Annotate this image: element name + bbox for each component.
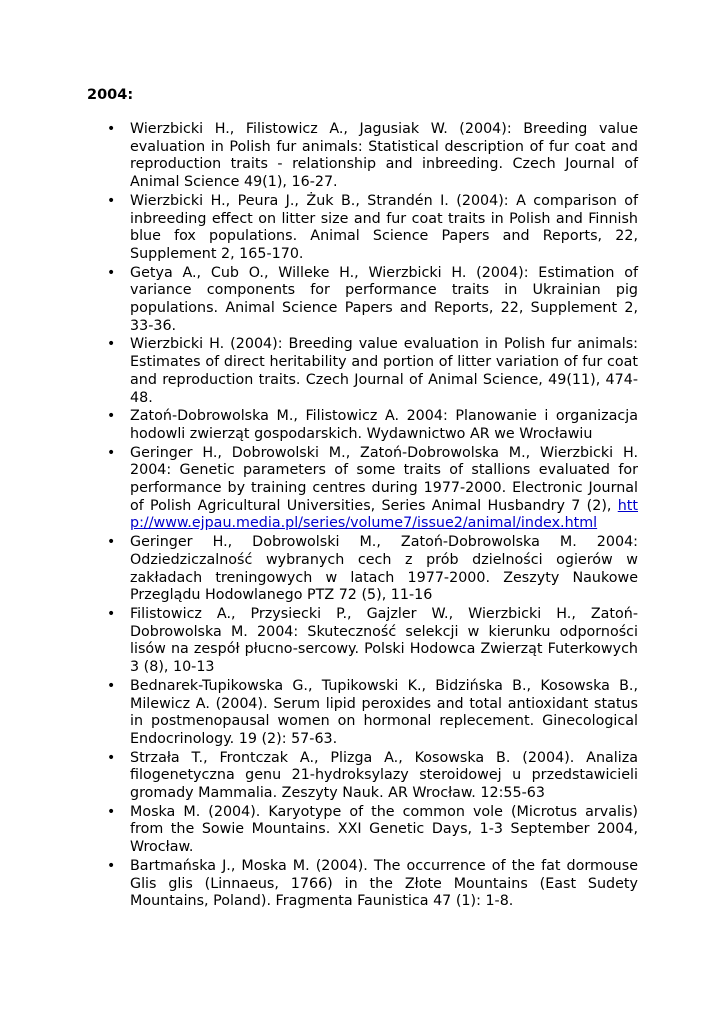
reference-text: Moska M. (2004). Karyotype of the common vole (Microtus arvalis) from the Sowie Mountains. XXI Genetic Days, 1-3 September 2004, Wrocław. bbox=[130, 803, 638, 856]
bullet-icon: • bbox=[107, 857, 116, 874]
reference-item bbox=[107, 264, 638, 336]
reference-list bbox=[0, 121, 725, 912]
reference-text: Getya A., Cub O., Willeke H., Wierzbicki H. (2004): Estimation of variance components for performance traits in Ukrainian pig populations. Animal Science Papers and Reports, 22, Supplement 2, 33-36. bbox=[130, 264, 638, 334]
reference-text: Bartmańska J., Moska M. (2004). The occurrence of the fat dormouse Glis glis (Linnaeus, 1766) in the Złote Mountains (East Sudety Mountains, Poland). Fragmenta Faunistica 47 (1): 1-8. bbox=[130, 857, 638, 910]
bullet-icon: • bbox=[107, 192, 116, 209]
reference-item bbox=[107, 121, 638, 192]
bullet-icon: • bbox=[107, 336, 116, 353]
reference-text: Filistowicz A., Przysiecki P., Gajzler W., Wierzbicki H., Zatoń-Dobrowolska M. 2004: Skuteczność selekcji w kierunku odporności lisów na zespół płucno-sercowy. Polski Hodowca Zwierząt Futerkowych 3 (8), 10-13 bbox=[130, 605, 638, 676]
reference-item bbox=[107, 803, 638, 857]
reference-text: Wierzbicki H. (2004): Breeding value evaluation in Polish fur animals: Estimates of direct heritability and portion of litter variation of fur coat and reproduction traits. Czech Journal of Animal Science, 49(11), 474-48. bbox=[130, 336, 638, 406]
reference-item bbox=[107, 444, 639, 534]
reference-item bbox=[107, 192, 638, 264]
bullet-icon: • bbox=[107, 444, 116, 461]
bullet-icon: • bbox=[107, 534, 116, 551]
reference-link[interactable]: http://www.ejpau.media.pl/series/volume7/issue2/animal/index.html bbox=[130, 497, 639, 532]
reference-text: Wierzbicki H., Filistowicz A., Jagusiak W. (2004): Breeding value evaluation in Polish fur animals: Statistical description of fur coat and reproduction traits - relationship and inbreeding. Czech Journal of Animal Science 49(1), 16-27. bbox=[130, 121, 638, 191]
reference-item bbox=[107, 857, 638, 911]
reference-item bbox=[107, 677, 638, 749]
reference-item bbox=[107, 408, 638, 443]
bullet-icon: • bbox=[107, 605, 116, 622]
reference-text: Strzała T., Frontczak A., Plizga A., Kosowska B. (2004). Analiza filogenetyczna genu 21-hydroksylazy steroidowej u przedstawicieli gromady Mammalia. Zeszyty Nauk. AR Wrocław. 12:55-63 bbox=[130, 749, 638, 802]
bullet-icon: • bbox=[107, 803, 116, 820]
reference-text: Bednarek-Tupikowska G., Tupikowski K., Bidzińska B., Kosowska B., Milewicz A. (2004). Serum lipid peroxides and total antioxidant status in postmenopausal women on hormonal replecement. Ginecological Endocrinology. 19 (2): 57-63. bbox=[130, 677, 638, 747]
bullet-icon: • bbox=[107, 121, 116, 137]
reference-text: Geringer H., Dobrowolski M., Zatoń-Dobrowolska M. 2004: Odziedziczalność wybranych cech z prób dzielności ogierów w zakładach treningowych w latach 1977-2000. Zeszyty Naukowe Przeglądu Hodowlanego PTZ 72 (5), 11-16 bbox=[130, 534, 638, 604]
reference-item bbox=[107, 336, 638, 407]
reference-text: Geringer H., Dobrowolski M., Zatoń-Dobrowolska M., Wierzbicki H. 2004: Genetic parameters of some traits of stallions evaluated for performance by training centres during 1977-2000. Electronic Journal of Polish Agricultural Universities, Series Animal Husbandry 7 (2), bbox=[130, 444, 638, 514]
bullet-icon: • bbox=[107, 677, 116, 694]
year-heading: 2004: bbox=[87, 87, 134, 103]
reference-item bbox=[107, 605, 638, 677]
bullet-icon: • bbox=[107, 408, 116, 425]
reference-text: Wierzbicki H., Peura J., Żuk B., Strandén I. (2004): A comparison of inbreeding effect on litter size and fur coat traits in Polish and Finnish blue fox populations. Animal Science Papers and Reports, 22, Supplement 2, 165-170. bbox=[130, 192, 638, 262]
bullet-icon: • bbox=[107, 749, 116, 766]
reference-item bbox=[107, 749, 638, 803]
reference-text: Zatoń-Dobrowolska M., Filistowicz A. 2004: Planowanie i organizacja hodowli zwierząt gospodarskich. Wydawnictwo AR we Wrocławiu bbox=[130, 408, 638, 442]
bullet-icon: • bbox=[107, 264, 116, 281]
reference-item bbox=[107, 534, 638, 605]
